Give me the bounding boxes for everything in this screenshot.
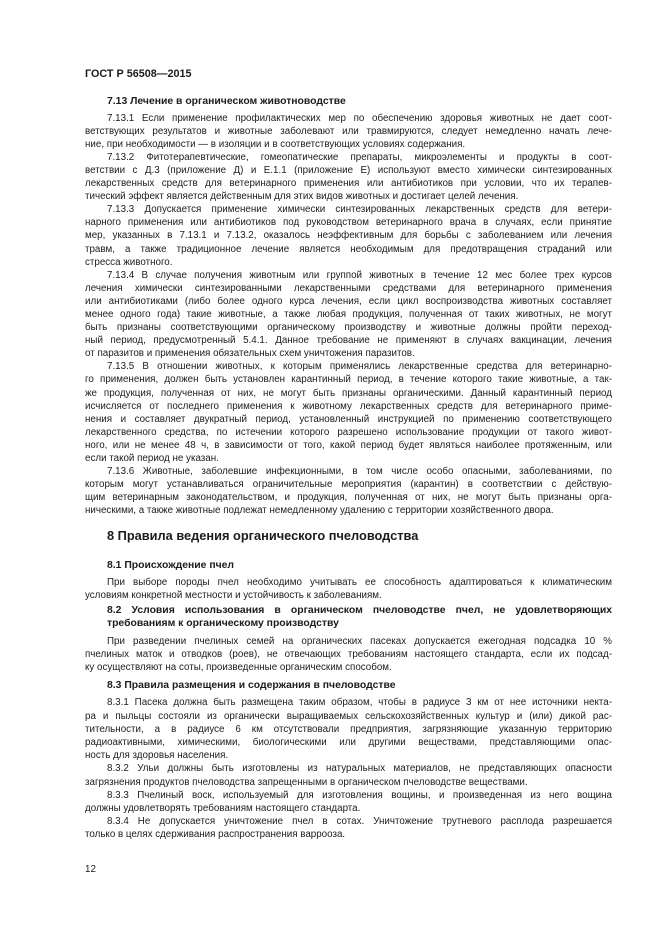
paragraph-line: го применения, должен быть установлен карантинный период, в течение которого такие животные, а так- (85, 374, 612, 386)
paragraph (85, 465, 612, 517)
paragraph-line: или антибиотиками (либо более одного курса лечения, если цикл воспроизводства животных составляет (85, 295, 612, 307)
subsection-title-line: требованиям к органическому производству (107, 618, 339, 630)
paragraph (85, 112, 612, 151)
paragraph-line: щим ветеринарным законодательством, и продукция, полученная от них, не могут быть признаны орга- (85, 492, 612, 504)
paragraph-line: 7.13.6 Животные, заболевшие инфекционными, в том числе особо опасными, заболеваниями, по (107, 466, 612, 478)
section-8-title: 8 Правила ведения органического пчеловодства (107, 527, 419, 543)
paragraph-line: 7.13.3 Допускается применение химически синтезированных лекарственных средств для ветери- (107, 204, 612, 216)
paragraph-line: же продукция, полученная от них, не могут быть признаны органическими. Данный карантинный период (85, 387, 612, 399)
paragraph-line: ра и пыльцы состояли из органически выращиваемых сельскохозяйственных культур и (или) дикой рас- (85, 710, 612, 722)
subsection-title-line: 8.2 Условия использования в органическом пчеловодстве пчел, не удовлетворяющих (107, 605, 612, 617)
paragraph-line: 8.3.2 Ульи должны быть изготовлены из натуральных материалов, не представляющих опасности (107, 763, 612, 775)
paragraph-line: травм, а также традиционное лечение является необходимым для предотвращения страданий или (85, 243, 612, 255)
subsection-title (85, 95, 612, 108)
paragraph (85, 360, 612, 465)
paragraph (85, 696, 612, 762)
paragraph-line: 8.3.3 Пчелиный воск, используемый для изготовления вощины, и произведенная из него вощина (107, 789, 612, 801)
paragraph-line: ние, при необходимости — в изоляции и в соответствующих условиях содержания. (85, 138, 466, 150)
subsection-title-line: 8.3 Правила размещения и содержания в пчеловодстве (107, 680, 396, 692)
paragraph-line: При выборе породы пчел необходимо учитывать ее способность адаптироваться к климатическим (107, 576, 612, 588)
paragraph-line: ническими, а также животные подлежат немедленному удалению с территории хозяйственного двора. (85, 505, 554, 517)
paragraph-line: 7.13.2 Фитотерапевтические, гомеопатические препараты, микроэлементы и продукты в соот- (107, 151, 612, 163)
paragraph (85, 789, 612, 815)
paragraph-line: которым могут устанавливаться ограничительные мероприятия (карантин) в соответствии с действую- (85, 479, 612, 491)
paragraph-line: 7.13.1 Если применение профилактических мер по обеспечению здоровья животных не дает соот- (107, 112, 612, 124)
subsection-title-line: 7.13 Лечение в органическом животноводстве (107, 95, 346, 107)
paragraph-line: лечения химически синтезированными лекарственными средствами для ветеринарного применения (85, 282, 612, 294)
paragraph-line: тительности, а в радиусе 6 км отсутствовали предприятия, загрязняющие указанную территорию (85, 723, 612, 735)
paragraph (85, 815, 612, 841)
paragraph-line: нения и составляет двукратный период, установленный инструкцией по применению соответствующего (85, 413, 612, 425)
paragraph-line: ку осуществляют на соты, произведенные органическим способом. (85, 661, 392, 673)
subsection-8-1 (85, 559, 612, 603)
paragraph-line: должны удовлетворять требованиям настоящего стандарта. (85, 802, 361, 814)
paragraph (85, 635, 612, 675)
paragraph-line: 8.3.1 Пасека должна быть размещена таким образом, чтобы в радиусе 3 км от нее источники некта- (107, 697, 612, 709)
paragraph-line: радиоактивными, химическими, биологическими или другими веществами, представляющими опас- (85, 736, 612, 748)
paragraph (85, 151, 612, 203)
subsection-title (85, 604, 612, 630)
paragraph-line: ность для здоровья населения. (85, 750, 229, 762)
paragraph-line: лекарственных средств для ветеринарного применения или антибиотиков при условии, что их терапев- (85, 178, 612, 190)
paragraph (85, 203, 612, 268)
paragraph-line: условиям конкретной местности и устойчивость к заболеваниям. (85, 589, 382, 601)
paragraph-line: исчисляется от последнего применения к животному лекарственных средств для ветеринарного приме- (85, 400, 612, 412)
paragraph-line: 8.3.4 Не допускается уничтожение пчел в сотах. Уничтожение трутневого расплода разрешается (107, 816, 612, 828)
paragraph-line: ного, или не менее 48 ч, в зависимости от того, какой период будет являться наиболее протяженным, или (85, 439, 612, 451)
paragraph-line: тический эффект является действенным для этих видов животных и достигает целей лечения. (85, 191, 519, 203)
paragraph-line: от паразитов и применения обязательных схем уничтожения паразитов. (85, 348, 415, 360)
page-body (85, 95, 612, 842)
paragraph-line: быть признаны соответствующими органическому производству и животные должны пройти переход- (85, 322, 612, 334)
document-header: ГОСТ Р 56508—2015 (85, 68, 192, 80)
paragraph-line: ветствии с Д.3 (приложение Д) и Е.1.1 (приложение Е) используют вместо химически синтезированных (85, 164, 612, 176)
paragraph-line: При разведении пчелиных семей на органических пасеках допускается ежегодная подсадка 10 % (107, 635, 612, 647)
section-8-subsections (85, 559, 612, 842)
paragraph-line: 7.13.4 В случае получения животным или группой животных в течение 12 мес более трех курсов (107, 269, 612, 281)
paragraph-line: стресса животного. (85, 256, 173, 268)
subsection-title (85, 559, 612, 572)
paragraph-line: если такой период не указан. (85, 453, 219, 465)
subsection-8-3 (85, 679, 612, 841)
paragraph-line: лекарственного средства, по истечении которого разрешено использование продукции от такого живот- (85, 426, 612, 438)
paragraph-line: только в целях сдерживания распространения варрооза. (85, 829, 346, 841)
paragraph-line: 7.13.5 В отношении животных, к которым применялись лекарственные средства для ветеринарно- (107, 361, 612, 373)
paragraph (85, 576, 612, 602)
paragraph-line: мер, указанных в 7.13.1 и 7.13.2, оказалось неэффективным для борьбы с заболеванием или лечения (85, 230, 612, 242)
subsection-title (85, 679, 612, 692)
subsection-title-line: 8.1 Происхождение пчел (107, 559, 235, 571)
paragraph-line: загрязнения продуктов пчеловодства запрещенными в органическом пчеловодстве веществами. (85, 776, 528, 788)
paragraph-line: нарного применения или антибиотиков под руководством ветеринарного врача в случаях, если принятие (85, 217, 612, 229)
paragraph-line: менее одного года) такие животные, а также любая продукция, полученная от таких животных, не могут (85, 309, 612, 320)
paragraph-line: ный период, предусмотренный 5.4.1. Данное требование не применяют в случаях вакцинации, лечения (85, 335, 612, 347)
subsection-7-13 (85, 95, 612, 518)
paragraph (85, 269, 612, 361)
subsection-8-2 (85, 604, 612, 674)
paragraph (85, 762, 612, 788)
paragraph-line: ветствующих результатов и животные заболевают или травмируются, следует немедленно начать лече- (85, 125, 612, 137)
page-number: 12 (85, 864, 96, 875)
paragraph-line: пчелиных маток и отводков (роев), не отвечающих требованиям настоящего стандарта, если их подсад- (85, 648, 612, 660)
